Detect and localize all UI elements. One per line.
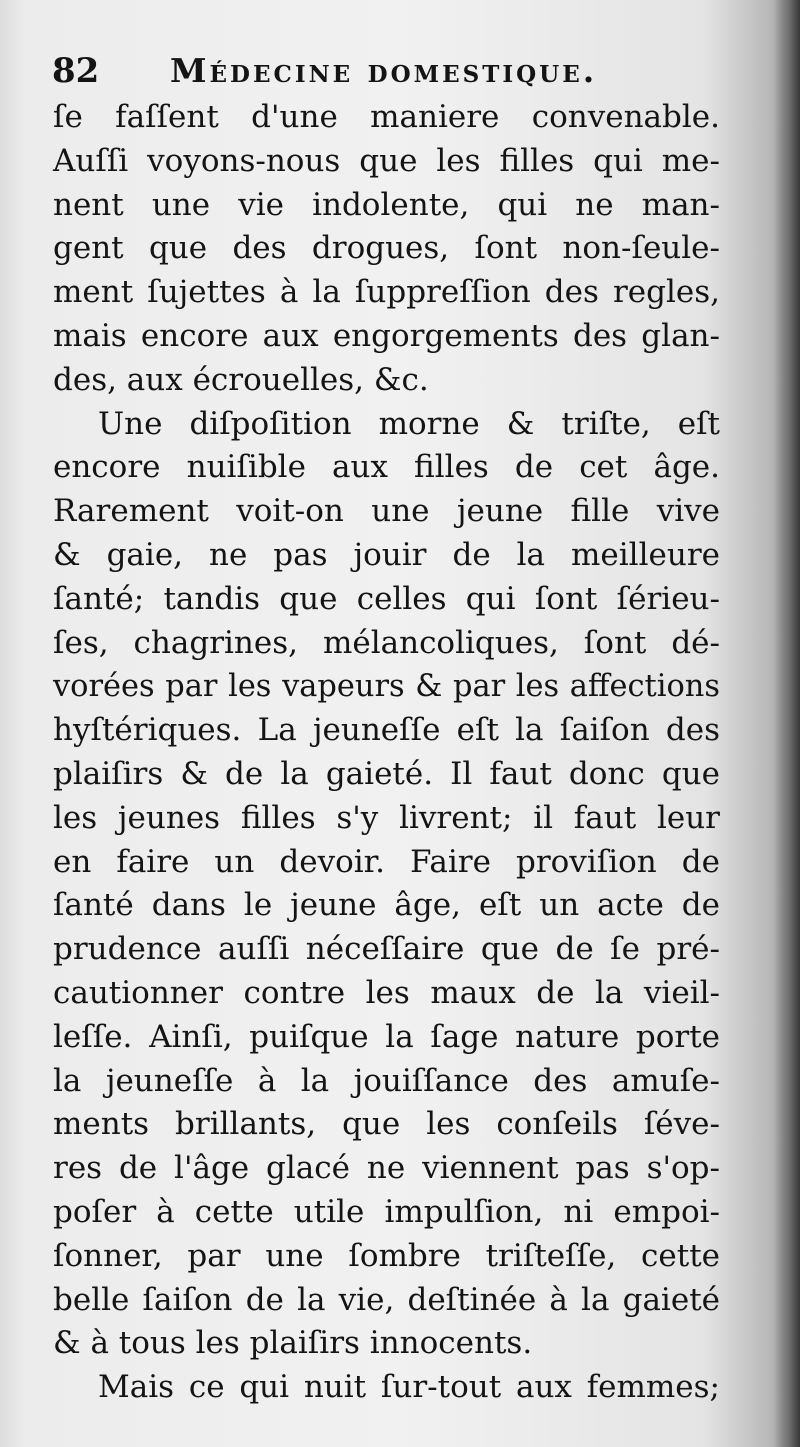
- text-line: cautionner contre les maux de la vieil-: [53, 974, 720, 1011]
- text-line: leſſe. Ainſi, puiſque la ſage nature porte: [53, 1018, 720, 1055]
- text-line: ſes, chagrines, mélancoliques, ſont dé-: [53, 624, 720, 661]
- text-line: Rarement voit-on une jeune fille vive: [53, 493, 720, 530]
- paragraph-start-line: Mais ce qui nuit ſur-tout aux femmes;: [98, 1369, 720, 1406]
- text-line: vorées par les vapeurs & par les affections: [53, 669, 720, 705]
- paragraph-start-line: Une diſpoſition morne & triſte, eſt: [98, 405, 720, 442]
- text-line: res de l'âge glacé ne viennent pas s'op-: [53, 1150, 720, 1187]
- text-line: Auſſi voyons-nous que les filles qui me-: [53, 142, 720, 179]
- binding-shadow: [774, 0, 800, 1447]
- text-line: la jeuneſſe à la jouiſſance des amuſe-: [53, 1062, 720, 1099]
- text-line: prudence auſſi néceſſaire que de ſe pré-: [53, 931, 720, 968]
- text-line: plaiſirs & de la gaieté. Il faut donc que: [53, 755, 720, 792]
- text-line: ſe faſſent d'une maniere convenable.: [53, 99, 720, 135]
- text-line: mais encore aux engorgements des glan-: [53, 317, 720, 354]
- page-number: 82: [52, 51, 100, 91]
- text-line: ſanté dans le jeune âge, eſt un acte de: [53, 887, 720, 924]
- text-line: les jeunes filles s'y livrent; il faut leur: [53, 799, 720, 836]
- text-line: & gaie, ne pas jouir de la meilleure: [53, 536, 720, 573]
- text-line: ſanté; tandis que celles qui ſont ſérieu-: [53, 580, 720, 617]
- text-line: des, aux écrouelles, &c.: [53, 361, 429, 398]
- text-line: en faire un devoir. Faire proviſion de: [53, 843, 720, 880]
- text-line: poſer à cette utile impulſion, ni empoi-: [53, 1193, 720, 1230]
- running-title: Médecine domestique.: [170, 51, 598, 90]
- text-line: belle ſaiſon de la vie, deſtinée à la gaieté: [53, 1281, 720, 1318]
- text-line: ments brillants, que les conſeils ſéve-: [53, 1106, 720, 1143]
- text-line: nent une vie indolente, qui ne man-: [53, 186, 720, 223]
- text-line: encore nuiſible aux filles de cet âge.: [53, 449, 720, 486]
- text-line: hyſtériques. La jeuneſſe eſt la ſaiſon des: [53, 712, 720, 749]
- body-text: [53, 96, 720, 1410]
- text-line: & à tous les plaiſirs innocents.: [53, 1325, 533, 1362]
- text-line: ment ſujettes à la ſuppreſſion des regles,: [53, 274, 720, 311]
- text-line: ſonner, par une ſombre triſteſſe, cette: [53, 1237, 720, 1274]
- text-line: gent que des drogues, ſont non-ſeule-: [53, 230, 720, 267]
